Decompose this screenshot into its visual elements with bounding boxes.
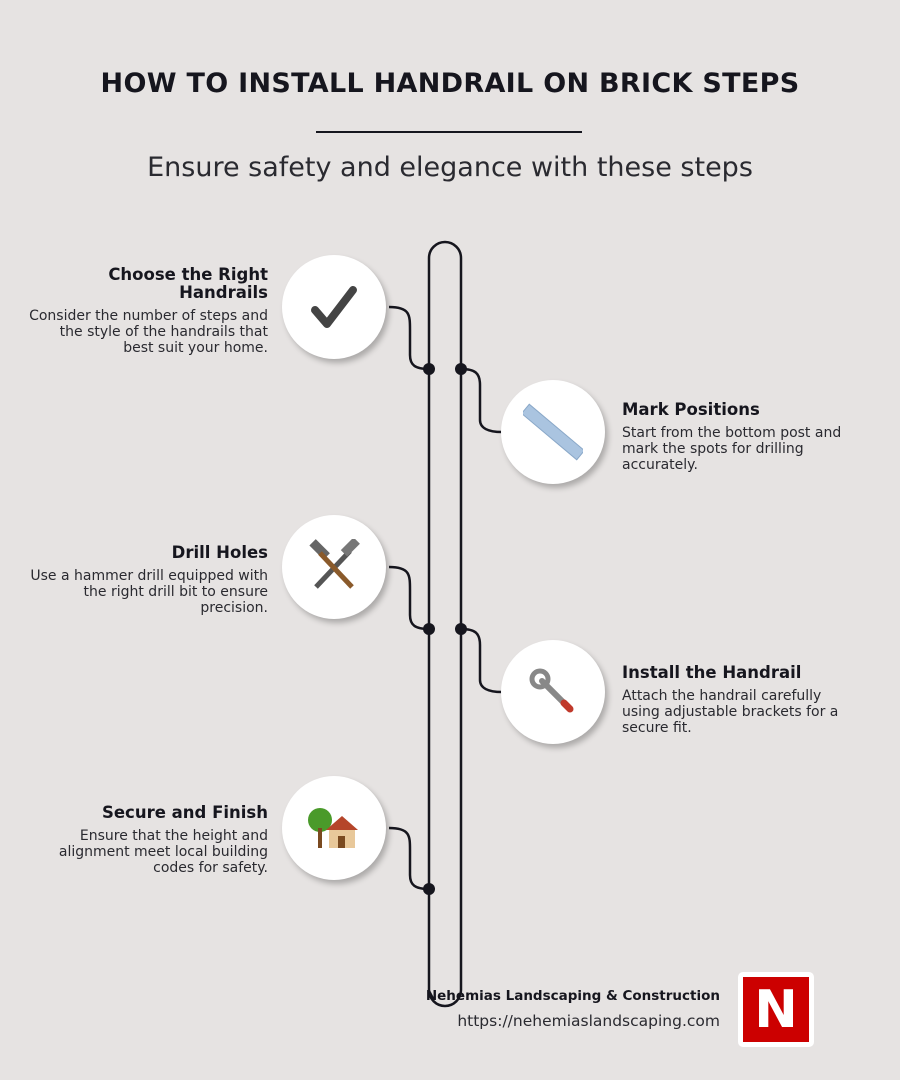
page-title: HOW TO INSTALL HANDRAIL ON BRICK STEPS	[100, 68, 800, 99]
step-2-icon-circle	[501, 380, 605, 484]
step-text: Attach the handrail carefully using adjustable brackets for a secure fit.	[622, 688, 839, 736]
step-text: Ensure that the height and alignment meet local building codes for safety.	[58, 828, 268, 876]
step-3-icon-circle	[282, 515, 386, 619]
page-subtitle: Ensure safety and elegance with these steps	[147, 152, 753, 183]
step-4	[622, 664, 862, 736]
logo-letter: N	[743, 977, 809, 1042]
company-name: Nehemias Landscaping & Construction	[425, 988, 720, 1004]
step-title: Choose the Right Handrails	[108, 265, 268, 302]
step-text: Use a hammer drill equipped with the right drill bit to ensure precision.	[30, 568, 268, 616]
step-1-icon-circle	[282, 255, 386, 359]
ruler-icon	[523, 402, 583, 462]
step-title: Secure and Finish	[101, 803, 268, 822]
step-3	[28, 544, 268, 616]
wrench-icon	[528, 667, 578, 717]
step-title: Install the Handrail	[622, 663, 802, 682]
hammer-wrench-icon	[306, 539, 362, 595]
company-url[interactable]: https://nehemiaslandscaping.com	[457, 1012, 720, 1030]
step-text: Consider the number of steps and the style of the handrails that best suit your home.	[29, 308, 268, 356]
step-text: Start from the bottom post and mark the spots for drilling accurately.	[622, 425, 842, 473]
step-title: Drill Holes	[171, 543, 268, 562]
checkmark-icon	[309, 282, 359, 332]
step-4-icon-circle	[501, 640, 605, 744]
house-icon	[306, 800, 362, 856]
company-logo	[738, 972, 814, 1047]
step-1	[28, 266, 268, 356]
step-5	[28, 804, 268, 876]
step-title: Mark Positions	[622, 400, 760, 419]
step-5-icon-circle	[282, 776, 386, 880]
step-2	[622, 401, 862, 473]
